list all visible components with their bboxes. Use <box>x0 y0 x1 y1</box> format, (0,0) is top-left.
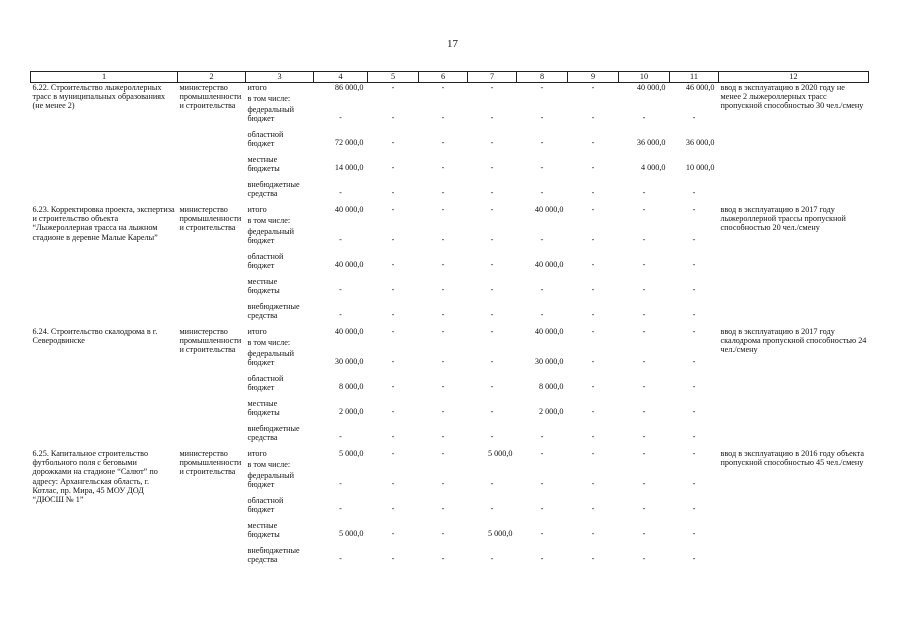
empty-cell <box>368 216 419 227</box>
value-cell: - <box>591 431 595 441</box>
header-cell: 6 <box>419 72 468 83</box>
value-cell: - <box>591 356 595 366</box>
value-cell: - <box>391 162 395 172</box>
empty-cell <box>517 460 568 471</box>
measure-title: 6.23. Корректировка проекта, экспертиза и строительство объекта “Лыжероллерная трасса на лыжном стадионе в деревне Малые Карелы” <box>32 205 175 242</box>
value-cell: - <box>490 259 494 269</box>
value-cell: - <box>540 234 544 244</box>
value-cell: - <box>642 205 646 214</box>
value-cell: - <box>441 284 445 294</box>
value-cell: - <box>642 478 646 488</box>
value-cell: - <box>591 162 595 172</box>
value-cell: - <box>642 309 646 319</box>
funding-source: областной бюджет <box>247 496 284 515</box>
value-cell: - <box>642 112 646 122</box>
value-cell: - <box>441 259 445 269</box>
value-cell: - <box>339 234 342 244</box>
value-cell: - <box>391 553 395 563</box>
value-cell: - <box>391 205 395 214</box>
value-cell: - <box>490 478 494 488</box>
header-cell: 10 <box>619 72 670 83</box>
funding-source: местные бюджеты <box>247 521 280 540</box>
empty-cell <box>670 94 719 105</box>
value-cell: - <box>339 553 342 563</box>
value-cell: - <box>642 284 646 294</box>
empty-cell <box>368 460 419 471</box>
value-cell: - <box>591 259 595 269</box>
funding-source: областной бюджет <box>247 130 284 149</box>
value-cell: - <box>692 528 696 538</box>
header-row <box>31 72 869 83</box>
value-cell: 36 000,0 <box>636 137 666 147</box>
funding-source: итого <box>247 327 267 336</box>
empty-cell <box>468 460 517 471</box>
value-cell: - <box>540 478 544 488</box>
value-cell: 5 000,0 <box>487 449 513 458</box>
value-cell: - <box>391 406 395 416</box>
value-cell: - <box>692 327 696 336</box>
value-cell: - <box>490 553 494 563</box>
header-cell: 1 <box>31 72 178 83</box>
value-cell: 86 000,0 <box>334 83 364 92</box>
value-cell: - <box>692 381 696 391</box>
header-cell: 5 <box>368 72 419 83</box>
value-cell: - <box>540 83 544 92</box>
expected-result: ввод в эксплуатацию в 2016 году объекта пропускной способностью 45 чел./смену <box>720 449 864 468</box>
value-cell: - <box>339 309 342 319</box>
header-cell: 11 <box>670 72 719 83</box>
empty-cell <box>619 94 670 105</box>
funding-source: местные бюджеты <box>247 399 280 418</box>
executor: министерство промышленности и строительства <box>179 205 242 233</box>
value-cell: - <box>441 356 445 366</box>
value-cell: - <box>441 553 445 563</box>
page-number: 17 <box>447 38 458 50</box>
value-cell: 4 000,0 <box>640 162 666 172</box>
empty-cell <box>619 216 670 227</box>
empty-cell <box>419 94 468 105</box>
value-cell: 8 000,0 <box>338 381 364 391</box>
value-cell: - <box>391 431 395 441</box>
value-cell: 5 000,0 <box>338 449 364 458</box>
funding-source: внебюджетные средства <box>247 546 300 565</box>
value-cell: 2 000,0 <box>338 406 364 416</box>
executor: министерство промышленности и строительства <box>179 327 242 355</box>
value-cell: - <box>642 406 646 416</box>
value-cell: 46 000,0 <box>685 83 715 92</box>
value-cell: - <box>490 234 494 244</box>
measure-title: 6.25. Капитальное строительство футбольного поля с беговыми дорожками на стадионе “Салют” по адресу: Архангельская область, г. Котлас, пр. Мира, 45 МОУ ДОД “ДЮСШ № 1” <box>32 449 158 505</box>
value-cell: - <box>490 112 494 122</box>
value-cell: - <box>391 259 395 269</box>
header-cell: 3 <box>246 72 314 83</box>
expected-result: ввод в эксплуатацию в 2017 году лыжероллерной трассы пропускной способностью 20 чел./смену <box>720 205 846 233</box>
value-cell: - <box>642 234 646 244</box>
value-cell: - <box>591 406 595 416</box>
funding-source: федеральный бюджет <box>247 471 295 490</box>
value-cell: - <box>391 284 395 294</box>
value-cell: - <box>490 406 494 416</box>
value-cell: - <box>692 406 696 416</box>
value-cell: - <box>642 449 646 458</box>
value-cell: - <box>591 234 595 244</box>
value-cell: - <box>591 327 595 336</box>
funding-source: внебюджетные средства <box>247 180 300 199</box>
value-cell: - <box>490 137 494 147</box>
value-cell: 36 000,0 <box>685 137 715 147</box>
value-cell: 2 000,0 <box>538 406 564 416</box>
value-cell: - <box>591 284 595 294</box>
empty-cell <box>468 338 517 349</box>
value-cell: - <box>441 187 445 197</box>
value-cell: - <box>692 309 696 319</box>
value-cell: 40 000,0 <box>636 83 666 92</box>
empty-cell <box>568 216 619 227</box>
empty-cell <box>419 216 468 227</box>
value-cell: - <box>490 309 494 319</box>
value-cell: - <box>339 478 342 488</box>
header-cell: 2 <box>178 72 246 83</box>
value-cell: - <box>490 205 494 214</box>
value-cell: 5 000,0 <box>487 528 513 538</box>
funding-source: итого <box>247 205 267 214</box>
value-cell: 14 000,0 <box>334 162 364 172</box>
value-cell: - <box>441 449 445 458</box>
value-cell: 40 000,0 <box>534 327 564 336</box>
expected-result: ввод в эксплуатацию в 2017 году скалодрома пропускной способностью 24 чел./смену <box>720 327 867 355</box>
value-cell: 72 000,0 <box>334 137 364 147</box>
funding-source: в том числе: <box>247 94 291 103</box>
empty-cell <box>419 338 468 349</box>
empty-cell <box>517 216 568 227</box>
table-row <box>31 205 869 216</box>
value-cell: 40 000,0 <box>534 259 564 269</box>
header-cell: 9 <box>568 72 619 83</box>
header-cell: 7 <box>468 72 517 83</box>
funding-source: итого <box>247 83 267 92</box>
empty-cell <box>314 94 368 105</box>
measure-title: 6.24. Строительство скалодрома в г. Северодвинске <box>32 327 158 346</box>
value-cell: 30 000,0 <box>334 356 364 366</box>
empty-cell <box>314 338 368 349</box>
value-cell: - <box>441 528 445 538</box>
empty-cell <box>568 338 619 349</box>
value-cell: - <box>391 187 395 197</box>
value-cell: - <box>441 83 445 92</box>
value-cell: 30 000,0 <box>534 356 564 366</box>
value-cell: - <box>642 553 646 563</box>
value-cell: - <box>490 327 494 336</box>
value-cell: - <box>339 431 342 441</box>
expected-result: ввод в эксплуатацию в 2020 году не менее 2 лыжероллерных трасс пропускной способностью 30 чел./смену <box>720 83 864 111</box>
table-row <box>31 83 869 95</box>
value-cell: - <box>490 284 494 294</box>
empty-cell <box>517 338 568 349</box>
value-cell: - <box>591 309 595 319</box>
value-cell: - <box>391 327 395 336</box>
value-cell: - <box>490 187 494 197</box>
value-cell: 40 000,0 <box>534 205 564 214</box>
value-cell: - <box>391 478 395 488</box>
value-cell: - <box>642 381 646 391</box>
executor: министерство промышленности и строительства <box>179 449 242 477</box>
value-cell: - <box>692 284 696 294</box>
value-cell: - <box>642 259 646 269</box>
value-cell: - <box>339 503 342 513</box>
value-cell: - <box>490 381 494 391</box>
value-cell: - <box>540 449 544 458</box>
value-cell: - <box>391 234 395 244</box>
funding-source: областной бюджет <box>247 252 284 271</box>
value-cell: - <box>591 137 595 147</box>
value-cell: - <box>490 356 494 366</box>
value-cell: - <box>692 478 696 488</box>
value-cell: - <box>692 205 696 214</box>
table-row <box>31 327 869 338</box>
value-cell: - <box>591 381 595 391</box>
value-cell: - <box>441 205 445 214</box>
funding-source: местные бюджеты <box>247 277 280 296</box>
value-cell: - <box>642 503 646 513</box>
header-cell: 4 <box>314 72 368 83</box>
executor: министерство промышленности и строительства <box>179 83 242 111</box>
empty-cell <box>517 94 568 105</box>
funding-source: местные бюджеты <box>247 155 280 174</box>
value-cell: - <box>540 309 544 319</box>
value-cell: - <box>692 553 696 563</box>
value-cell: - <box>391 381 395 391</box>
funding-source: в том числе: <box>247 216 291 225</box>
value-cell: - <box>540 112 544 122</box>
empty-cell <box>568 460 619 471</box>
value-cell: 10 000,0 <box>685 162 715 172</box>
value-cell: - <box>441 137 445 147</box>
value-cell: - <box>642 431 646 441</box>
value-cell: - <box>339 187 342 197</box>
value-cell: - <box>339 112 342 122</box>
value-cell: - <box>591 205 595 214</box>
value-cell: - <box>391 137 395 147</box>
value-cell: 5 000,0 <box>338 528 364 538</box>
value-cell: 40 000,0 <box>334 327 364 336</box>
value-cell: - <box>692 449 696 458</box>
empty-cell <box>670 460 719 471</box>
value-cell: - <box>490 162 494 172</box>
value-cell: - <box>441 406 445 416</box>
value-cell: - <box>540 528 544 538</box>
value-cell: - <box>692 356 696 366</box>
empty-cell <box>619 338 670 349</box>
value-cell: - <box>441 478 445 488</box>
value-cell: - <box>540 553 544 563</box>
table-body <box>31 83 869 572</box>
value-cell: 8 000,0 <box>538 381 564 391</box>
funding-source: областной бюджет <box>247 374 284 393</box>
value-cell: - <box>441 381 445 391</box>
funding-source: внебюджетные средства <box>247 424 300 443</box>
value-cell: - <box>441 503 445 513</box>
value-cell: - <box>692 431 696 441</box>
value-cell: - <box>540 431 544 441</box>
empty-cell <box>670 338 719 349</box>
value-cell: - <box>391 309 395 319</box>
value-cell: - <box>692 187 696 197</box>
empty-cell <box>419 460 468 471</box>
value-cell: - <box>391 112 395 122</box>
value-cell: - <box>540 503 544 513</box>
value-cell: - <box>441 112 445 122</box>
funding-source: внебюджетные средства <box>247 302 300 321</box>
value-cell: - <box>642 528 646 538</box>
value-cell: - <box>692 503 696 513</box>
value-cell: - <box>591 553 595 563</box>
value-cell: - <box>642 356 646 366</box>
value-cell: - <box>490 431 494 441</box>
empty-cell <box>368 338 419 349</box>
empty-cell <box>468 216 517 227</box>
value-cell: - <box>591 83 595 92</box>
funding-source: итого <box>247 449 267 458</box>
value-cell: - <box>441 162 445 172</box>
header-cell: 12 <box>719 72 869 83</box>
empty-cell <box>314 216 368 227</box>
value-cell: - <box>692 234 696 244</box>
value-cell: - <box>490 83 494 92</box>
value-cell: - <box>540 137 544 147</box>
value-cell: 40 000,0 <box>334 205 364 214</box>
header-cell: 8 <box>517 72 568 83</box>
funding-source: федеральный бюджет <box>247 349 295 368</box>
value-cell: - <box>692 112 696 122</box>
value-cell: - <box>540 162 544 172</box>
program-table <box>30 71 869 571</box>
empty-cell <box>568 94 619 105</box>
value-cell: - <box>391 356 395 366</box>
measure-title: 6.22. Строительство лыжероллерных трасс в муниципальных образованиях (не менее 2) <box>32 83 166 111</box>
value-cell: - <box>441 327 445 336</box>
funding-source: федеральный бюджет <box>247 227 295 246</box>
empty-cell <box>468 94 517 105</box>
value-cell: - <box>339 284 342 294</box>
value-cell: - <box>391 449 395 458</box>
value-cell: - <box>591 112 595 122</box>
empty-cell <box>314 460 368 471</box>
table-row <box>31 449 869 460</box>
funding-source: федеральный бюджет <box>247 105 295 124</box>
value-cell: - <box>642 187 646 197</box>
value-cell: - <box>441 431 445 441</box>
value-cell: - <box>490 503 494 513</box>
value-cell: - <box>391 528 395 538</box>
empty-cell <box>368 94 419 105</box>
value-cell: - <box>441 234 445 244</box>
funding-source: в том числе: <box>247 338 291 347</box>
value-cell: - <box>591 449 595 458</box>
empty-cell <box>670 216 719 227</box>
value-cell: - <box>441 309 445 319</box>
value-cell: - <box>591 503 595 513</box>
value-cell: - <box>692 259 696 269</box>
value-cell: - <box>540 284 544 294</box>
value-cell: - <box>391 503 395 513</box>
value-cell: - <box>391 83 395 92</box>
value-cell: - <box>642 327 646 336</box>
value-cell: - <box>591 528 595 538</box>
value-cell: 40 000,0 <box>334 259 364 269</box>
value-cell: - <box>591 478 595 488</box>
funding-source: в том числе: <box>247 460 291 469</box>
empty-cell <box>619 460 670 471</box>
value-cell: - <box>591 187 595 197</box>
value-cell: - <box>540 187 544 197</box>
